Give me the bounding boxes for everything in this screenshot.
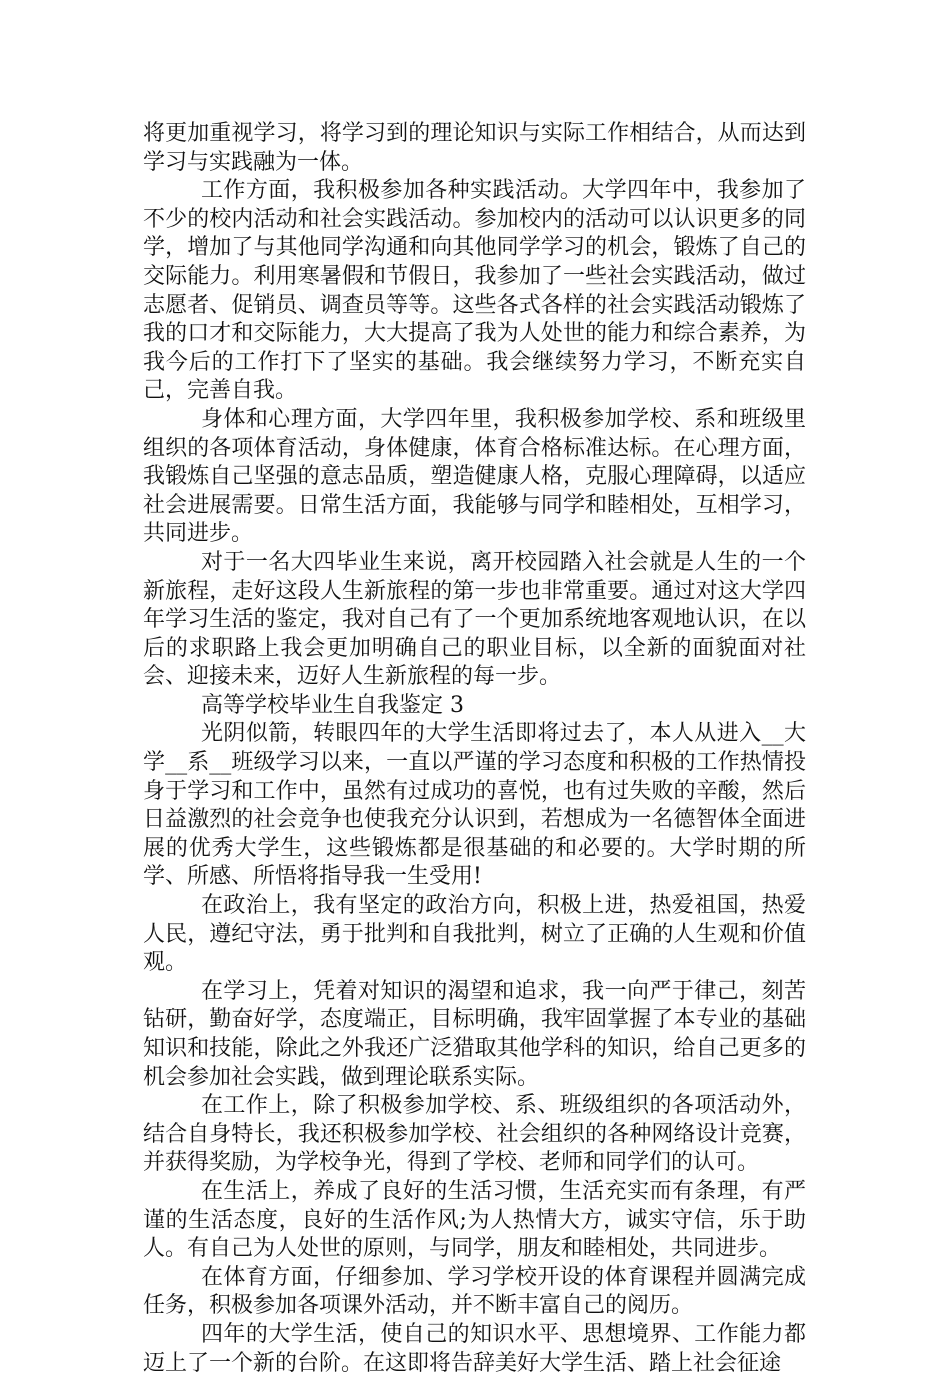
- paragraph-sports: 在体育方面，仔细参加、学习学校开设的体育课程并圆满完成任务，积极参加各项课外活动，并不断丰富自己的阅历。: [143, 1264, 806, 1319]
- paragraph-politics: 在政治上，我有坚定的政治方向，积极上进，热爱祖国，热爱人民，遵纪守法，勇于批判和自我批判，树立了正确的人生观和价值观。: [143, 893, 806, 976]
- paragraph-life: 在生活上，养成了良好的生活习惯，生活充实而有条理，有严谨的生活态度，良好的生活作风;为人热情大方，诚实守信，乐于助人。有自己为人处世的原则，与同学，朋友和睦相处，共同进步。: [143, 1178, 806, 1262]
- document-body: [143, 120, 806, 1378]
- paragraph-intro-continuation: 将更加重视学习，将学习到的理论知识与实际工作相结合，从而达到学习与实践融为一体。: [143, 121, 806, 175]
- paragraph-conclusion: 四年的大学生活，使自己的知识水平、思想境界、工作能力都迈上了一个新的台阶。在这即将告辞美好大学生活、踏上社会征途: [143, 1321, 806, 1376]
- paragraph-study: 在学习上，凭着对知识的渴望和追求，我一向严于律己，刻苦钻研，勤奋好学，态度端正，目标明确，我牢固掌握了本专业的基础知识和技能，除此之外我还广泛猎取其他学科的知识，给自己更多的机会参加社会实践，做到理论联系实际。: [143, 978, 806, 1090]
- section-heading: 高等学校毕业生自我鉴定 3: [201, 692, 464, 718]
- paragraph-work-activities: 在工作上，除了积极参加学校、系、班级组织的各项活动外，结合自身特长，我还积极参加学校、社会组织的各种网络设计竞赛，并获得奖励，为学校争光，得到了学校、老师和同学们的认可。: [143, 1093, 806, 1176]
- paragraph-work: 工作方面，我积极参加各种实践活动。大学四年中，我参加了不少的校内活动和社会实践活动。参加校内的活动可以认识更多的同学，增加了与其他同学沟通和向其他同学学习的机会，锻炼了自己的交际能力。利用寒暑假和节假日，我参加了一些社会实践活动，做过志愿者、促销员、调查员等等。这些各式各样的社会实践活动锻炼了我的口才和交际能力，大大提高了我为人处世的能力和综合素养，为我今后的工作打下了坚实的基础。我会继续努力学习，不断充实自己，完善自我。: [143, 178, 806, 404]
- paragraph-new-journey: 对于一名大四毕业生来说，离开校园踏入社会就是人生的一个新旅程，走好这段人生新旅程的第一步也非常重要。通过对这大学四年学习生活的鉴定，我对自己有了一个更加系统地客观地认识，在以后的求职路上我会更加明确自己的职业目标，以全新的面貌面对社会、迎接未来，迈好人生新旅程的每一步。: [143, 549, 806, 690]
- paragraph-body-mind: 身体和心理方面，大学四年里，我积极参加学校、系和班级里组织的各项体育活动，身体健康，体育合格标准达标。在心理方面，我锻炼自己坚强的意志品质，塑造健康人格，克服心理障碍，以适应社会进展需要。日常生活方面，我能够与同学和睦相处，互相学习，共同进步。: [143, 406, 806, 547]
- paragraph-time-flies: 光阴似箭，转眼四年的大学生活即将过去了，本人从进入__大学__系__班级学习以来，一直以严谨的学习态度和积极的工作热情投身于学习和工作中，虽然有过成功的喜悦，也有过失败的辛酸，然后日益激烈的社会竞争也使我充分认识到，若想成为一名德智体全面进展的优秀大学生，这些锻炼都是很基础的和必要的。大学时期的所学、所感、所悟将指导我一生受用!: [143, 721, 806, 890]
